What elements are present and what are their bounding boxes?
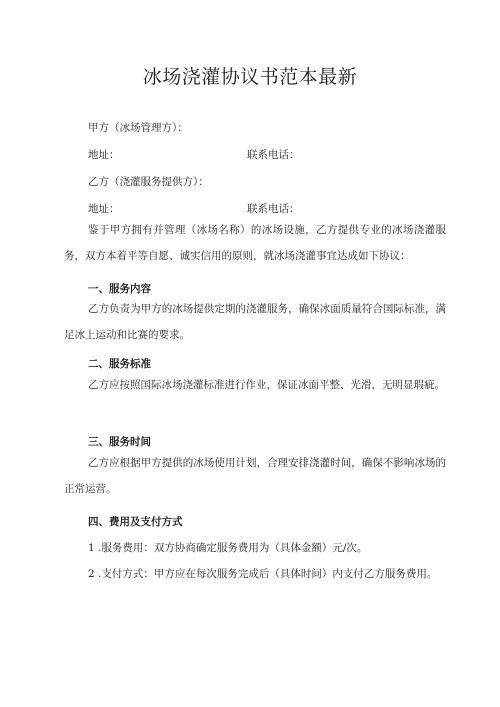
party-a-address: 地址：: [88, 149, 120, 161]
party-b-address: 地址：: [88, 203, 120, 215]
list-item: 2 .支付方式：甲方应在每次服务完成后（具体时间）内支付乙方服务费用。: [88, 568, 438, 580]
party-b-phone: 联系电话：: [247, 203, 300, 215]
section-heading: 二、服务标准: [88, 358, 151, 370]
document-title: 冰场浇灌协议书范本最新: [142, 66, 358, 88]
section-body: 乙方应根据甲方提供的冰场使用计划，合理安排浇灌时间，确保不影响冰场的正常运营。: [64, 457, 446, 495]
section-body: 乙方负责为甲方的冰场提供定期的浇灌服务，确保冰面质量符合国际标准，满足冰上运动和比赛的要求。: [64, 303, 446, 341]
section-heading: 四、费用及支付方式: [88, 516, 183, 528]
section-heading: 三、服务时间: [88, 436, 151, 448]
party-b-label: 乙方（浇灌服务提供方）：: [88, 176, 209, 188]
party-a-label: 甲方（冰场管理方）：: [88, 122, 188, 134]
section-heading: 一、服务内容: [88, 283, 151, 295]
section-body: 乙方应按照国际冰场浇灌标准进行作业，保证冰面平整、光滑，无明显瑕疵。: [88, 379, 445, 391]
party-a-phone: 联系电话：: [247, 149, 300, 161]
intro-paragraph: 鉴于甲方拥有并管理（冰场名称）的冰场设施，乙方提供专业的冰场浇灌服务，双方本着平等自愿、诚实信用的原则，就冰场浇灌事宜达成如下协议：: [64, 224, 446, 262]
list-item: 1 .服务费用：双方协商确定服务费用为（具体金额）元/次。: [88, 542, 368, 554]
